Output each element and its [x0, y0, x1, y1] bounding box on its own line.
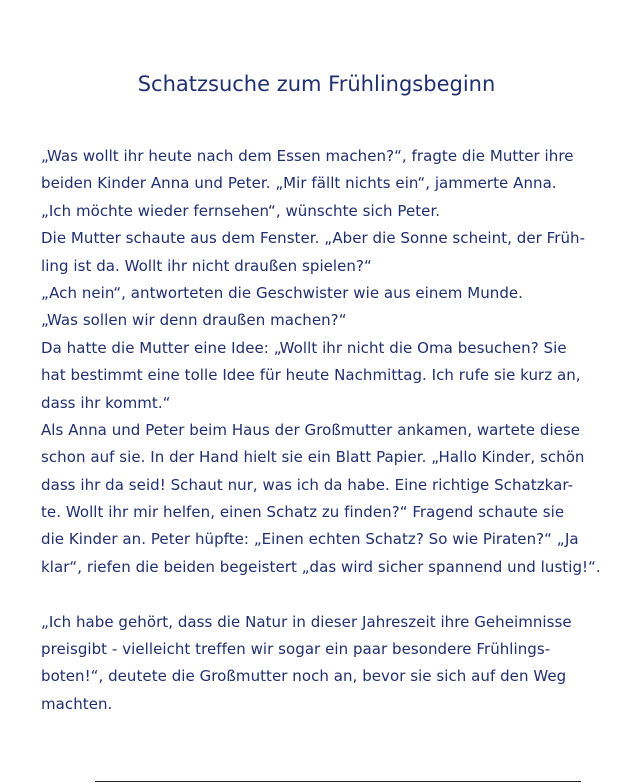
text-line: klar“, riefen die beiden begeistert „das wird sicher spannend und lustig!“.: [41, 557, 601, 576]
text-line: Als Anna und Peter beim Haus der Großmutter ankamen, wartete diese: [41, 420, 581, 439]
bottom-divider: [95, 781, 581, 782]
text-line: Da hatte die Mutter eine Idee: „Wollt ihr nicht die Oma besuchen? Sie: [41, 338, 567, 357]
text-line: te. Wollt ihr mir helfen, einen Schatz zu finden?“ Fragend schaute sie: [41, 503, 565, 522]
text-line: boten!“, deutete die Großmutter noch an, bevor sie sich auf den Weg: [41, 667, 567, 686]
text-line: preisgibt - vielleicht treffen wir sogar ein paar besondere Frühlings-: [41, 640, 551, 659]
text-line: ling ist da. Wollt ihr nicht draußen spielen?“: [41, 256, 372, 275]
text-line: hat bestimmt eine tolle Idee für heute Nachmittag. Ich rufe sie kurz an,: [41, 366, 581, 385]
text-line: die Kinder an. Peter hüpfte: „Einen echten Schatz? So wie Piraten?“ „Ja: [41, 530, 579, 549]
text-line: „Was wollt ihr heute nach dem Essen machen?“, fragte die Mutter ihre: [41, 147, 574, 165]
text-line: dass ihr kommt.“: [41, 393, 171, 412]
text-line: „Ich habe gehört, dass die Natur in dieser Jahreszeit ihre Geheimnisse: [41, 612, 572, 631]
story-body: [41, 143, 621, 718]
text-line: „Was sollen wir denn draußen machen?“: [41, 311, 347, 330]
text-line: schon auf sie. In der Hand hielt sie ein Blatt Papier. „Hallo Kinder, schön: [41, 448, 585, 467]
paragraph-gap: [41, 581, 621, 608]
text-line: „Ich möchte wieder fernsehen“, wünschte sich Peter.: [41, 201, 441, 220]
text-line: machten.: [41, 694, 113, 713]
text-line: Die Mutter schaute aus dem Fenster. „Aber die Sonne scheint, der Früh-: [41, 229, 586, 248]
text-line: „Ach nein“, antworteten die Geschwister wie aus einem Munde.: [41, 283, 523, 302]
story-title: Schatzsuche zum Frühlingsbeginn: [137, 72, 496, 96]
text-line: beiden Kinder Anna und Peter. „Mir fällt nichts ein“, jammerte Anna.: [41, 174, 557, 193]
text-line: dass ihr da seid! Schaut nur, was ich da habe. Eine richtige Schatzkar-: [41, 475, 574, 494]
